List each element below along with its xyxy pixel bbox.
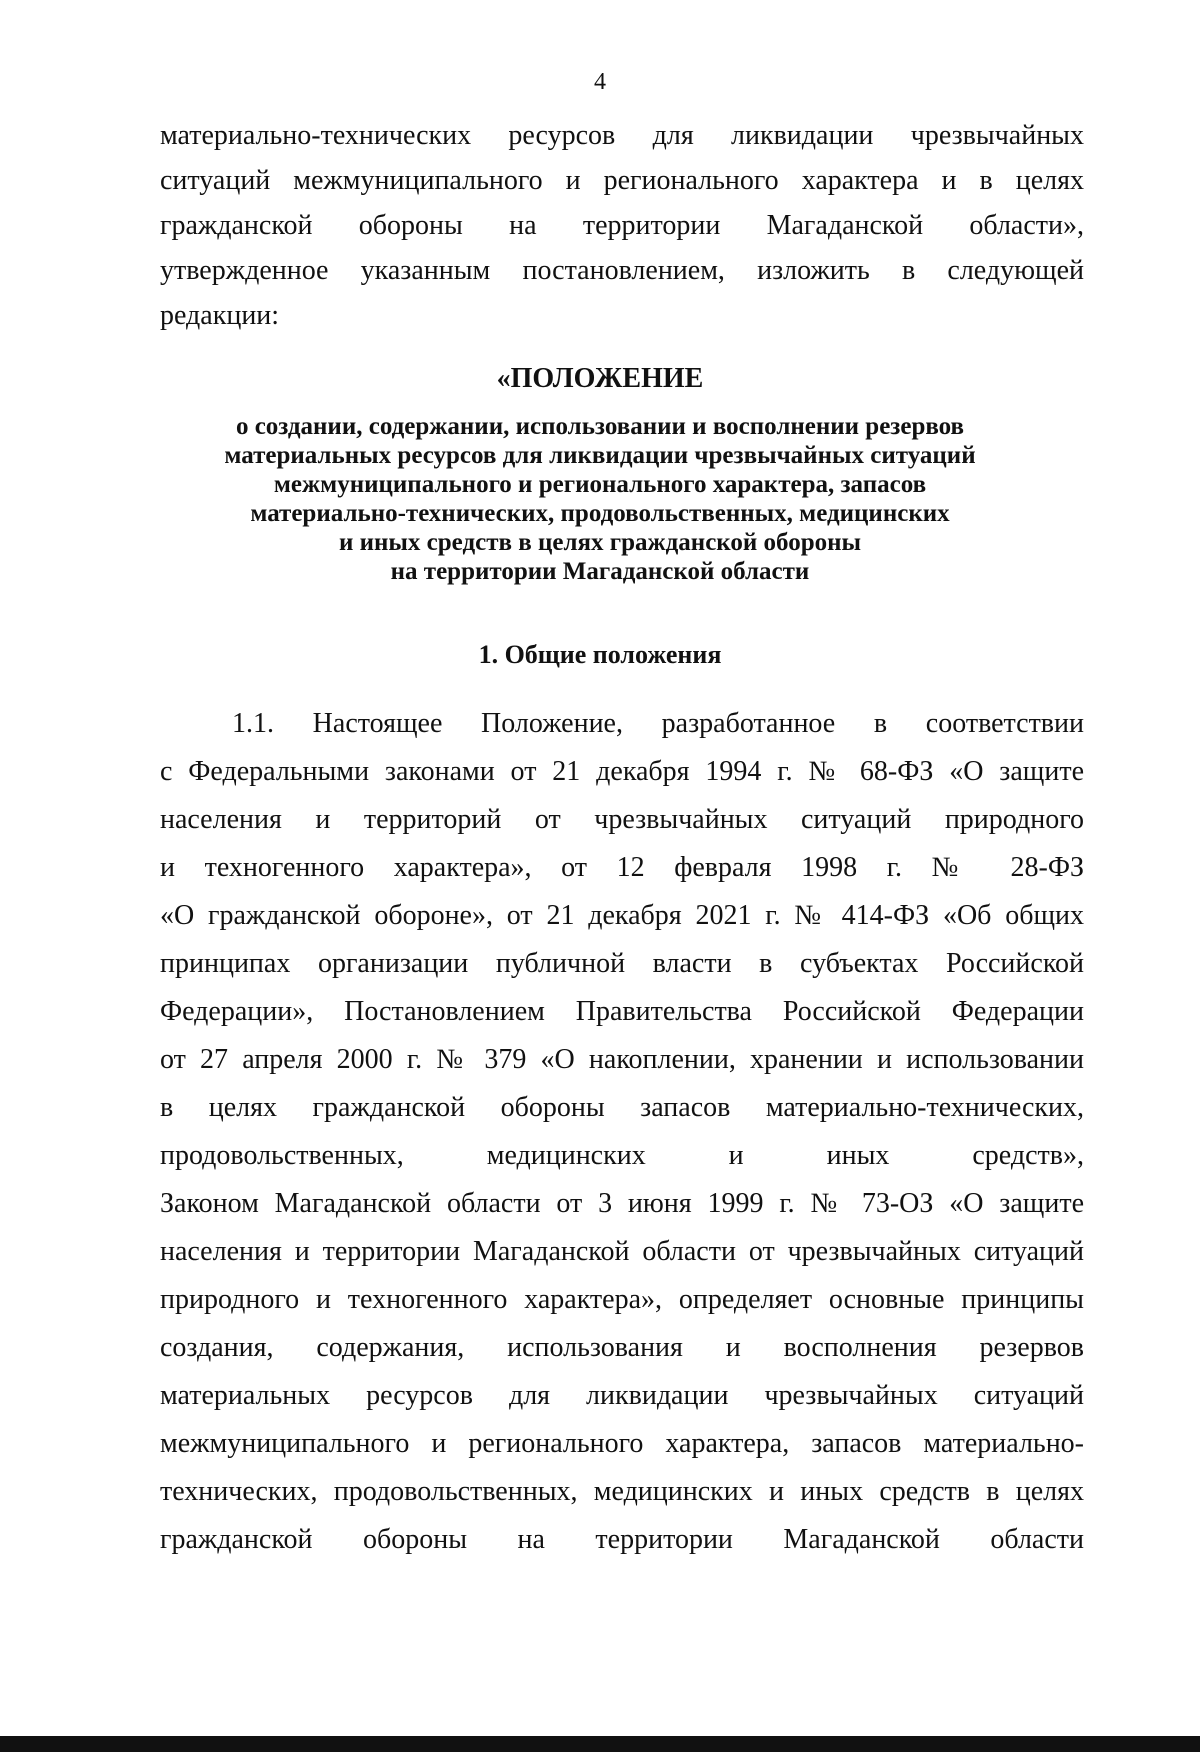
text-line: от 27 апреля 2000 г. № 379 «О накоплении, хранении и использовании bbox=[160, 1044, 1084, 1075]
text-line: создания, содержания, использования и восполнения резервов bbox=[160, 1332, 1084, 1363]
text-line: с Федеральными законами от 21 декабря 1994 г. № 68-ФЗ «О защите bbox=[160, 756, 1084, 787]
text-line: принципах организации публичной власти в субъектах Российской bbox=[160, 948, 1084, 979]
text-line: материальных ресурсов для ликвидации чрезвычайных ситуаций bbox=[160, 1380, 1084, 1411]
text-line: населения и территорий от чрезвычайных ситуаций природного bbox=[160, 804, 1084, 835]
text-line: технических, продовольственных, медицинских и иных средств в целях bbox=[160, 1476, 1084, 1507]
subtitle-line: межмуниципального и регионального характера, запасов bbox=[273, 471, 927, 498]
subtitle-line: на территории Магаданской области bbox=[390, 558, 810, 585]
subtitle-line: материально-технических, продовольственных, медицинских bbox=[250, 500, 950, 527]
text-line: межмуниципального и регионального характера, запасов материально- bbox=[160, 1428, 1084, 1459]
text-line: материально-технических ресурсов для ликвидации чрезвычайных bbox=[160, 120, 1084, 151]
document-title: «ПОЛОЖЕНИЕ bbox=[496, 363, 704, 394]
text-line: утвержденное указанным постановлением, изложить в следующей bbox=[160, 255, 1084, 286]
text-line: «О гражданской обороне», от 21 декабря 2021 г. № 414-ФЗ «Об общих bbox=[160, 900, 1084, 931]
subtitle-line: о создании, содержании, использовании и восполнении резервов bbox=[235, 413, 965, 440]
subtitle-line: и иных средств в целях гражданской обороны bbox=[338, 529, 862, 556]
text-line: Законом Магаданской области от 3 июня 1999 г. № 73-ОЗ «О защите bbox=[160, 1188, 1084, 1219]
text-line: населения и территории Магаданской области от чрезвычайных ситуаций bbox=[160, 1236, 1084, 1267]
text-line: продовольственных, медицинских и иных средств», bbox=[160, 1140, 1084, 1171]
text-line: в целях гражданской обороны запасов материально-технических, bbox=[160, 1092, 1084, 1123]
section-heading: 1. Общие положения bbox=[478, 640, 722, 669]
subtitle-line: материальных ресурсов для ликвидации чрезвычайных ситуаций bbox=[224, 442, 976, 469]
text-line: гражданской обороны на территории Магаданской области», bbox=[160, 210, 1084, 241]
text-line: 1.1. Настоящее Положение, разработанное в соответствии bbox=[232, 708, 1084, 739]
text-line: и техногенного характера», от 12 февраля 1998 г. № 28-ФЗ bbox=[160, 852, 1084, 883]
text-line: редакции: bbox=[160, 300, 280, 331]
text-line: Федерации», Постановлением Правительства Российской Федерации bbox=[160, 996, 1084, 1027]
page-number: 4 bbox=[594, 69, 606, 95]
page-bottom-edge bbox=[0, 1736, 1200, 1752]
text-line: природного и техногенного характера», определяет основные принципы bbox=[160, 1284, 1084, 1315]
text-line: гражданской обороны на территории Магаданской области bbox=[160, 1524, 1084, 1555]
text-line: ситуаций межмуниципального и регионального характера и в целях bbox=[160, 165, 1084, 196]
